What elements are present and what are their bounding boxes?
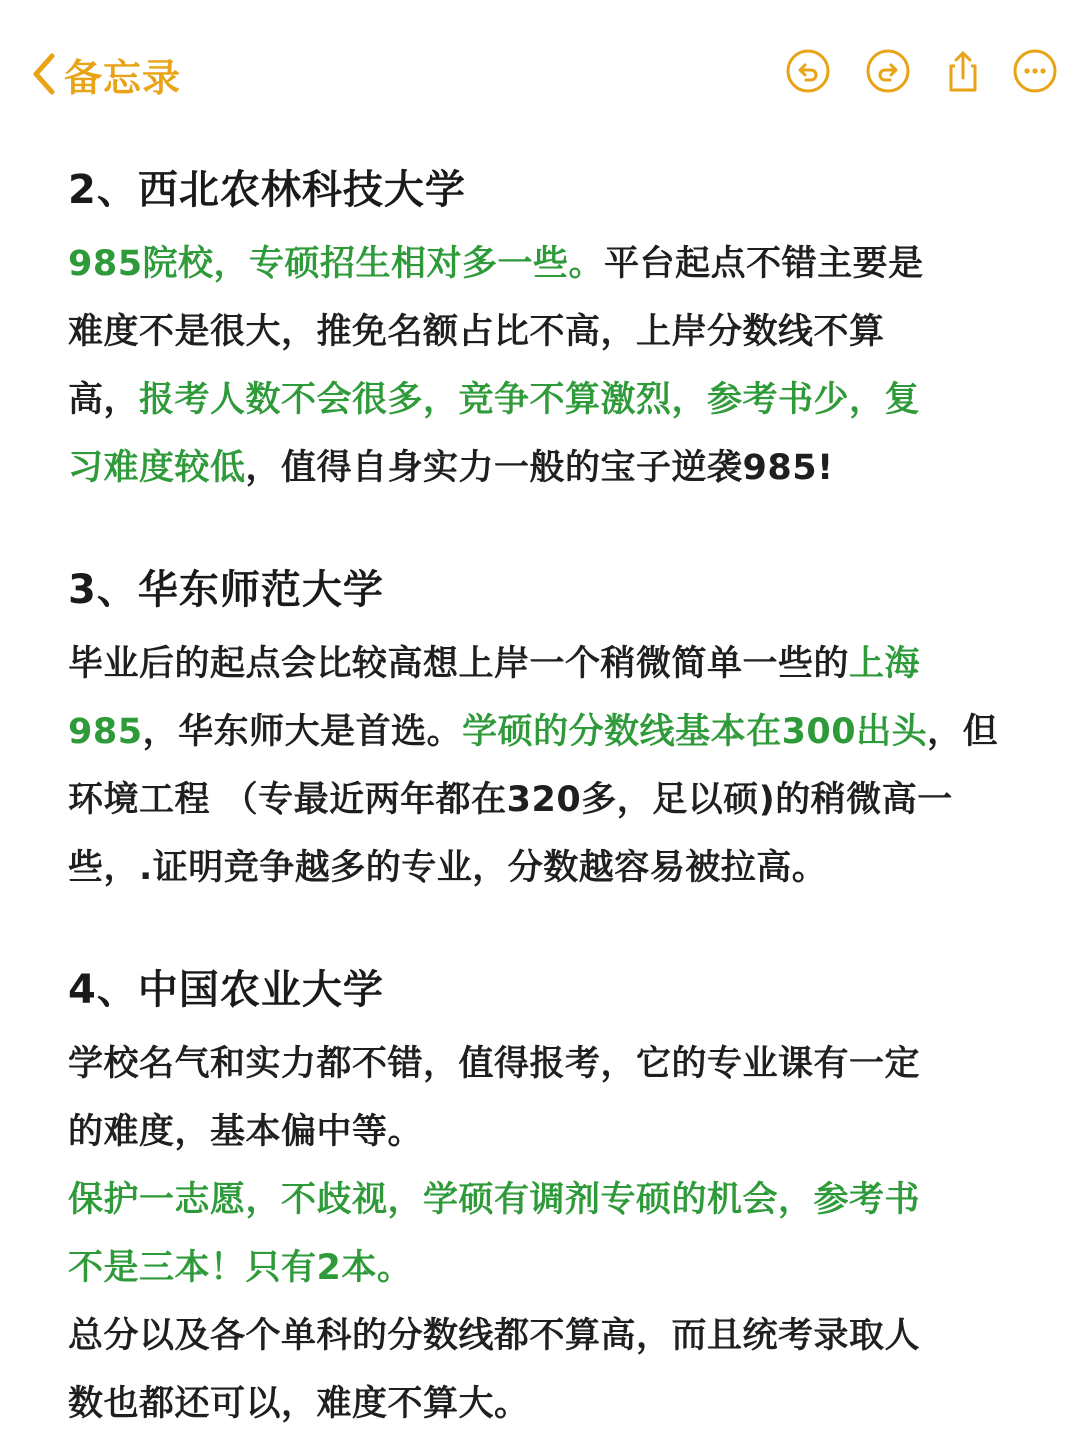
share-icon — [940, 48, 986, 94]
text-line — [68, 298, 1028, 366]
highlight-text: 报考人数不会很多，竞争不算激烈，参考书少，复 — [139, 380, 921, 420]
body-text: 数也都还可以，难度不算大。 — [68, 1384, 530, 1424]
highlight-text: 985 — [68, 712, 143, 752]
text-line — [68, 1234, 1028, 1302]
highlight-text: 上海 — [849, 644, 921, 684]
highlight-text: 不是三本！只有2本。 — [68, 1248, 413, 1288]
section-east-china-normal-university — [68, 550, 1028, 902]
text-line — [68, 434, 1028, 502]
undo-button[interactable] — [785, 48, 831, 94]
text-line — [68, 698, 1028, 766]
body-text: ，值得自身实力一般的宝子逆袭985! — [245, 448, 834, 488]
redo-button[interactable] — [865, 48, 911, 94]
body-text: ，但 — [927, 712, 999, 752]
share-button[interactable] — [940, 48, 986, 94]
text-line — [68, 230, 1028, 298]
text-line — [68, 366, 1028, 434]
section-china-agricultural-university — [68, 950, 1028, 1438]
body-text: 毕业后的起点会比较高想上岸一个稍微简单一些的 — [68, 644, 850, 684]
text-line — [68, 1370, 1028, 1438]
undo-icon — [785, 48, 831, 94]
section-heading: 3、华东师范大学 — [68, 567, 384, 613]
text-line — [68, 630, 1028, 698]
highlight-text: 985院校，专硕招生相对多一些。 — [68, 244, 605, 284]
more-icon — [1012, 48, 1058, 94]
chevron-left-icon — [28, 50, 58, 98]
highlight-text: 学硕的分数线基本在300出头 — [462, 712, 928, 752]
body-text: 高， — [68, 380, 140, 420]
text-line — [68, 834, 1028, 902]
body-text: 平台起点不错主要是 — [604, 244, 924, 284]
text-line — [68, 1302, 1028, 1370]
more-button[interactable] — [1012, 48, 1058, 94]
body-text: 环境工程 （专最近两年都在320多，足以硕)的稍微高一 — [68, 780, 953, 820]
highlight-text: 保护一志愿，不歧视，学硕有调剂专硕的机会，参考书 — [68, 1180, 921, 1220]
section-northwest-af-university — [68, 150, 1028, 502]
back-button[interactable] — [28, 48, 181, 100]
body-text: 些，.证明竞争越多的专业，分数越容易被拉高。 — [68, 848, 828, 888]
body-text: 的难度，基本偏中等。 — [68, 1112, 424, 1152]
redo-icon — [865, 48, 911, 94]
highlight-text: 习难度较低 — [68, 448, 246, 488]
text-line — [68, 766, 1028, 834]
back-label: 备忘录 — [64, 55, 182, 100]
body-text: 学校名气和实力都不错，值得报考，它的专业课有一定 — [68, 1044, 921, 1084]
body-text: ，华东师大是首选。 — [142, 712, 463, 752]
text-line — [68, 1098, 1028, 1166]
section-heading: 4、中国农业大学 — [68, 967, 384, 1013]
text-line — [68, 1166, 1028, 1234]
body-text: 总分以及各个单科的分数线都不算高，而且统考录取人 — [68, 1316, 921, 1356]
section-heading: 2、西北农林科技大学 — [68, 167, 466, 213]
navigation-bar — [0, 0, 1080, 140]
text-line — [68, 1030, 1028, 1098]
note-body[interactable] — [68, 150, 1028, 1438]
body-text: 难度不是很大，推免名额占比不高，上岸分数线不算 — [68, 312, 885, 352]
